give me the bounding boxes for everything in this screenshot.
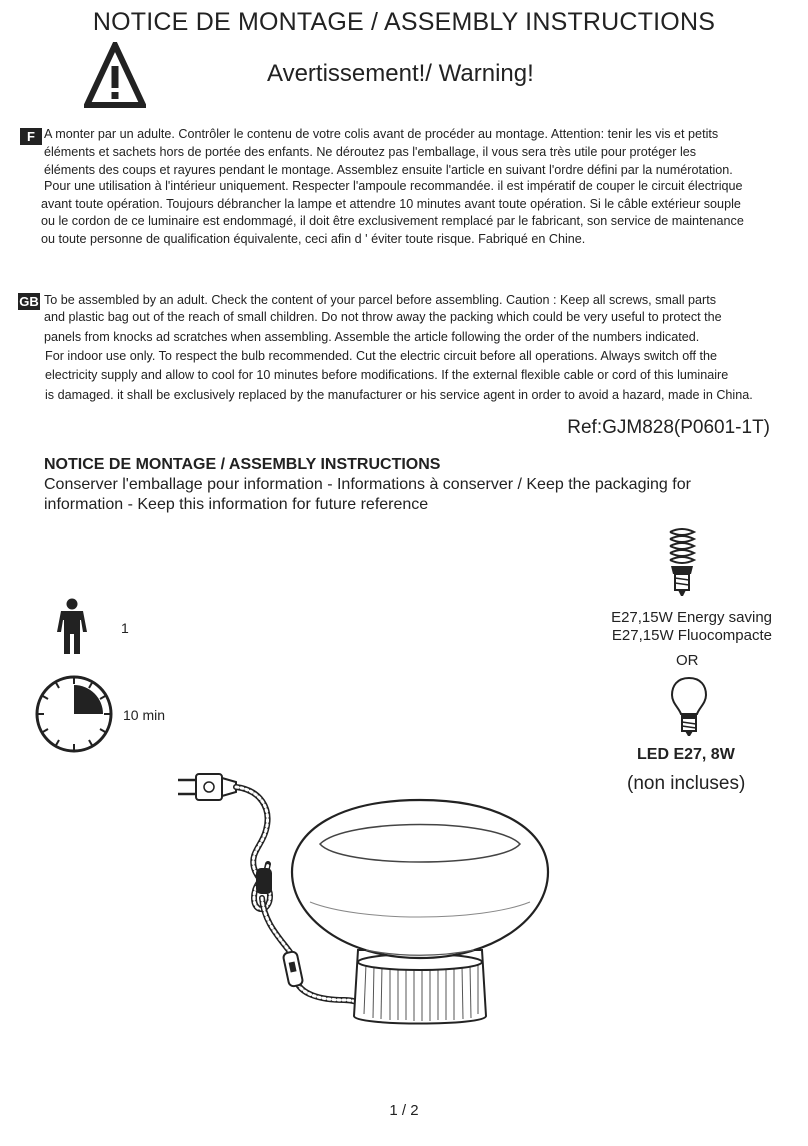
text-line: For indoor use only. To respect the bulb recommended. Cut the electric circuit before all operations. Always switch off the: [45, 349, 718, 363]
product-reference: Ref:GJM828(P0601-1T): [567, 417, 770, 438]
section-title: NOTICE DE MONTAGE / ASSEMBLY INSTRUCTIONS: [44, 456, 441, 473]
person-count: 1: [121, 620, 129, 636]
french-instructions: [0, 126, 808, 256]
led-bulb-icon: [670, 676, 708, 738]
bulb-spec-fluocompacte: E27,15W Fluocompacte: [611, 627, 772, 644]
text-line: avant toute opération. Toujours débrancher la lampe et attendre 10 minutes avant toute opération. Si le câble extérieur souple: [41, 197, 741, 211]
language-badge-fr: F: [20, 128, 42, 145]
page-title: NOTICE DE MONTAGE / ASSEMBLY INSTRUCTIONS: [92, 8, 716, 36]
text-line: and plastic bag out of the reach of small children. Do not throw away the packing which could be very useful to protect the: [44, 310, 722, 324]
text-line: electricity supply and allow to cool for 10 minutes before modifications. If the external flexible cable or cord of this luminaire: [45, 368, 729, 382]
warning-heading: Avertissement!/ Warning!: [267, 60, 534, 87]
person-icon: [56, 598, 88, 656]
section-subtitle: [44, 475, 691, 515]
bulbs-not-included: (non incluses): [627, 773, 746, 794]
text-line: panels from knocks ad scratches when assembling. Assemble the article following the order of the numbers indicated.: [44, 330, 700, 344]
bulb-spec-energy-saving: E27,15W Energy saving: [611, 609, 772, 626]
led-bulb-spec: LED E27, 8W: [637, 746, 735, 763]
english-instructions: [0, 292, 808, 407]
or-separator: OR: [676, 652, 699, 669]
text-line: To be assembled by an adult. Check the content of your parcel before assembling. Caution : Keep all screws, small parts: [44, 293, 717, 307]
text-line: ou toute personne de qualification équivalente, ceci afin d ' éviter toute risque. Fabriqué en Chine.: [41, 232, 586, 246]
text-line: éléments des coups et rayures pendant le montage. Assemblez ensuite l'article en suivant l'ordre défini par la numérotation.: [44, 163, 733, 177]
lamp-base-drawing: [354, 950, 486, 1024]
text-line: A monter par un adulte. Contrôler le contenu de votre colis avant de procéder au montage. Attention: tenir les vis et petits: [44, 127, 719, 141]
table-lamp-drawing: [170, 760, 570, 1040]
plug-drawing: [178, 774, 236, 800]
text-line: is damaged. it shall be exclusively replaced by the manufacturer or his service agent in order to avoid a hazard, made in China.: [45, 388, 753, 402]
assembly-time: 10 min: [123, 707, 166, 723]
subtitle-line: information - Keep this information for future reference: [44, 496, 429, 513]
clock-icon: [34, 674, 114, 754]
cfl-bulb-icon: [664, 526, 700, 598]
warning-triangle-icon: [84, 42, 146, 108]
text-line: Pour une utilisation à l'intérieur uniquement. Respecter l'ampoule recommandée. il est impératif de couper le circuit électrique: [44, 179, 743, 193]
text-line: éléments et sachets hors de portée des enfants. Ne déroutez pas l'emballage, il vous sera très utile pour protéger les: [44, 145, 697, 159]
subtitle-line: Conserver l'emballage pour information - Informations à conserver / Keep the packaging for: [44, 476, 691, 493]
language-badge-gb: GB: [19, 294, 39, 309]
page-number: 1 / 2: [389, 1102, 419, 1119]
lamp-shade-drawing: [292, 800, 548, 958]
text-line: ou le cordon de ce luminaire est endommagé, il doit être exclusivement remplacé par le fabricant, son service de maintenance: [41, 214, 744, 228]
